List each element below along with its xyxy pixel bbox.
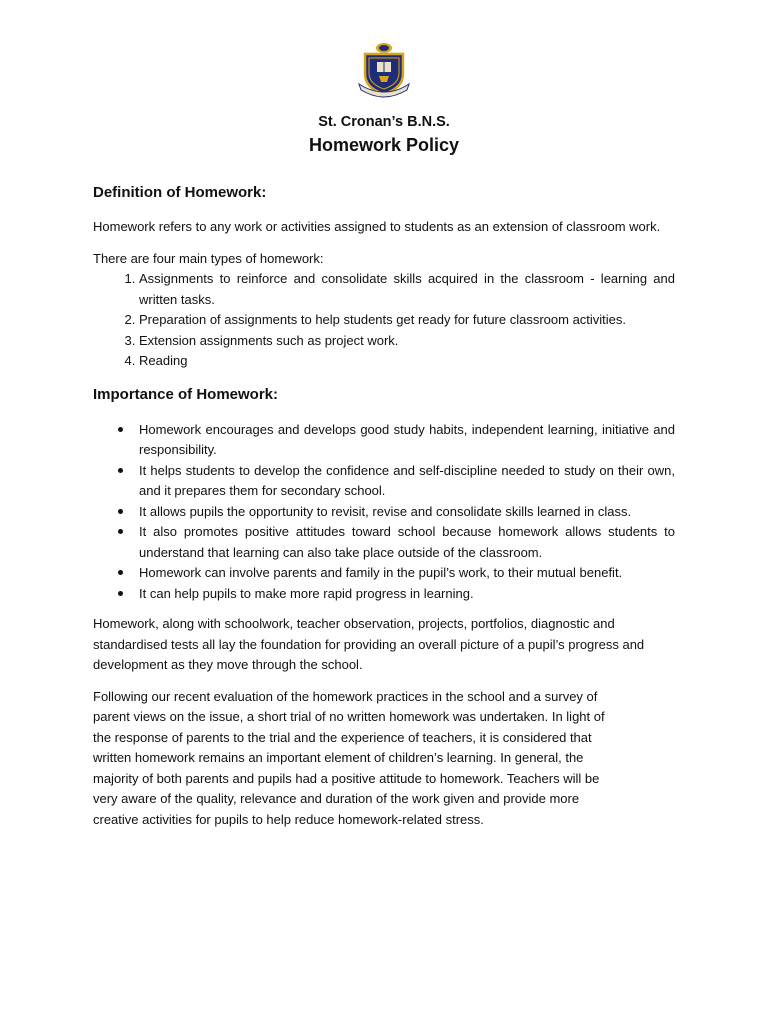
trial-paragraph	[93, 687, 675, 831]
summary-paragraph: Homework, along with schoolwork, teacher observation, projects, portfolios, diagnostic and standardised tests all lay the foundation for providing an overall picture of a pupil’s progress and development as they move through the school.	[93, 616, 645, 672]
policy-body	[93, 180, 675, 830]
school-name: St. Cronan’s B.N.S.	[318, 114, 450, 130]
list-item: Homework encourages and develops good study habits, independent learning, initiative and responsibility.	[139, 420, 675, 461]
list-item: 1. Assignments to reinforce and consolidate skills acquired in the classroom - learning and written tasks.	[139, 269, 675, 310]
list-item: Homework can involve parents and family in the pupil’s work, to their mutual benefit.	[139, 563, 675, 584]
paragraph-line: parent views on the issue, a short trial of no written homework was undertaken. In light of	[93, 709, 605, 724]
list-item: It can help pupils to make more rapid progress in learning.	[139, 584, 675, 605]
list-item: 3. Extension assignments such as project work.	[139, 331, 675, 352]
list-item: 4. Reading	[139, 351, 675, 372]
homework-types-list	[93, 269, 675, 372]
list-item: It also promotes positive attitudes toward school because homework allows students to understand that learning can also take place outside of the classroom.	[139, 522, 675, 563]
paragraph-line: the response of parents to the trial and the experience of teachers, it is considered that	[93, 729, 592, 745]
paragraph-line: creative activities for pupils to help reduce homework-related stress.	[93, 811, 484, 827]
list-item: 2. Preparation of assignments to help students get ready for future classroom activities.	[139, 310, 675, 331]
paragraph-line: Following our recent evaluation of the homework practices in the school and a survey of	[93, 688, 598, 704]
importance-heading: Importance of Homework:	[93, 385, 279, 403]
importance-list	[93, 420, 675, 605]
definition-paragraph: Homework refers to any work or activities assigned to students as an extension of classroom work.	[93, 219, 661, 234]
types-intro: There are four main types of homework:	[93, 250, 324, 266]
paragraph-line: majority of both parents and pupils had a positive attitude to homework. Teachers will be	[93, 770, 600, 786]
definition-heading: Definition of Homework:	[93, 184, 267, 201]
page-title: Homework Policy	[308, 135, 460, 155]
list-item: It helps students to develop the confidence and self-discipline needed to study on their own, and it prepares them for secondary school.	[139, 461, 675, 502]
list-item: It allows pupils the opportunity to revisit, revise and consolidate skills learned in class.	[139, 502, 675, 523]
school-crest-icon	[357, 40, 411, 98]
paragraph-line: very aware of the quality, relevance and duration of the work given and provide more	[93, 791, 580, 806]
paragraph-line: written homework remains an important element of children’s learning. In general, the	[93, 750, 584, 765]
